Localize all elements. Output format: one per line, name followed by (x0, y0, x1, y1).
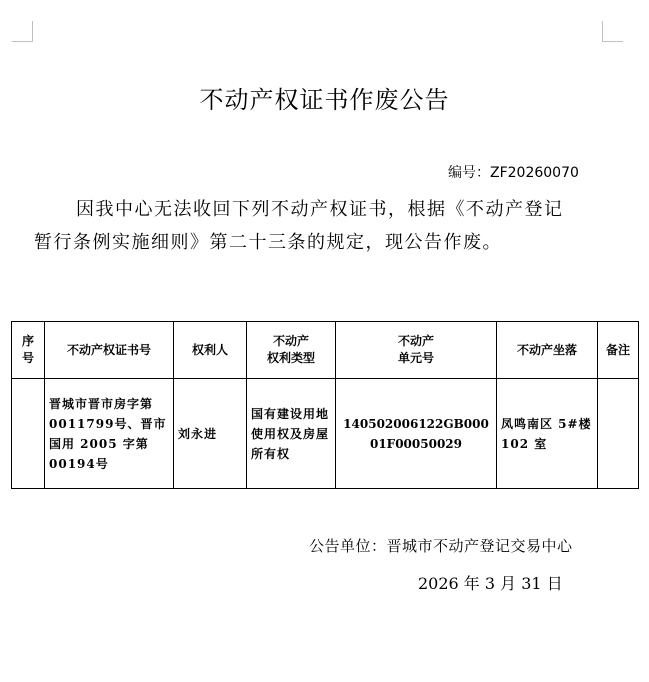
document-number-value: ZF20260070 (490, 165, 579, 181)
cell-unit-no: 140502006122GB00001F00050029 (336, 379, 497, 489)
page-corner-mark-top-right (602, 21, 623, 42)
body-line-2: 暂行条例实施细则》第二十三条的规定，现公告作废。 (34, 232, 502, 253)
table-row (12, 379, 639, 489)
header-unit-no: 不动产 单元号 (336, 322, 497, 379)
issuing-organization: 公告单位：晋城市不动产登记交易中心 (309, 537, 573, 555)
cell-location: 凤鸣南区 5#楼 102 室 (497, 379, 598, 489)
header-seq: 序 号 (12, 322, 45, 379)
certificate-table (11, 321, 639, 489)
header-cert-no: 不动产权证书号 (45, 322, 174, 379)
cell-seq (12, 379, 45, 489)
header-remark: 备注 (598, 322, 639, 379)
header-right-type: 不动产 权利类型 (247, 322, 336, 379)
document-number-label: 编号： (448, 165, 490, 181)
body-line-1: 因我中心无法收回下列不动产权证书，根据《不动产登记 (76, 199, 564, 220)
document-title: 不动产权证书作废公告 (199, 86, 450, 114)
page-corner-mark-top-left (12, 21, 33, 42)
header-location: 不动产坐落 (497, 322, 598, 379)
header-holder: 权利人 (174, 322, 247, 379)
table-header-row (12, 322, 639, 379)
cell-holder: 刘永进 (174, 379, 247, 489)
cell-remark (598, 379, 639, 489)
document-number (448, 162, 579, 182)
announcement-body (34, 193, 614, 259)
cell-right-type: 国有建设用地使用权及房屋所有权 (247, 379, 336, 489)
cell-cert-no: 晋城市晋市房字第0011799号、晋市国用 2005 字第 00194号 (45, 379, 174, 489)
issue-date: 2026 年 3 月 31 日 (418, 574, 563, 593)
